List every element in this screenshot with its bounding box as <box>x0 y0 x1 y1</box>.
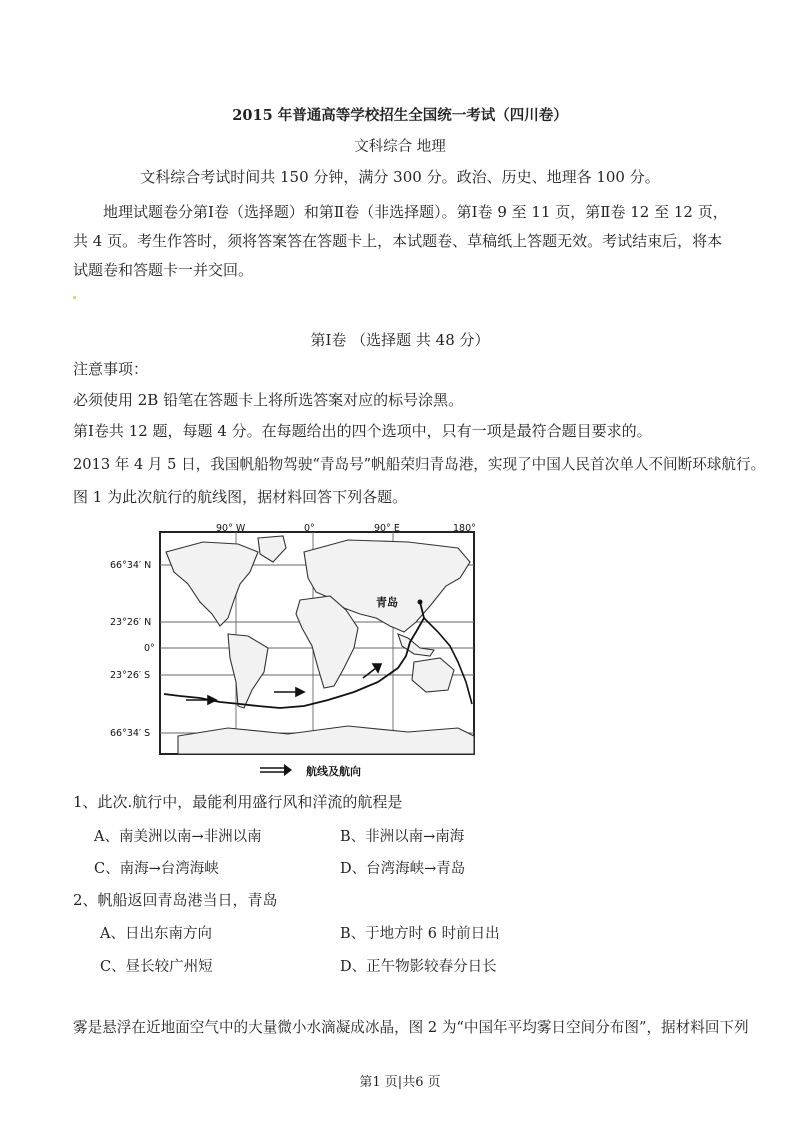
question-1-option-c: C、南海→台湾海峡 <box>94 861 219 877</box>
qingdao-marker <box>418 600 423 605</box>
exam-instructions: 地理试题卷分第Ⅰ卷（选择题）和第Ⅱ卷（非选择题）。第Ⅰ卷 9 至 11 页，第Ⅱ卷 12 至 12 页，共 4 页。考生作答时，须将答案答在答题卡上，本试题卷、草稿纸上答题无效。考试结束后，将本试题卷和答题卡一并交回。 <box>73 203 728 279</box>
question-1-option-d: D、台湾海峡→青岛 <box>340 861 466 877</box>
page-footer: 第1 页|共6 页 <box>359 1075 441 1090</box>
lat-label-0: 0° <box>144 643 155 654</box>
stray-mark <box>73 296 76 299</box>
lon-label-90e: 90° E <box>374 523 400 534</box>
question-2-option-b: B、于地方时 6 时前日出 <box>340 926 500 942</box>
question-1-option-a: A、南美洲以南→非洲以南 <box>94 829 262 845</box>
qingdao-label: 青岛 <box>376 596 398 609</box>
notes-title: 注意事项： <box>73 360 149 378</box>
lon-label-0: 0° <box>304 523 315 534</box>
exam-title: 2015 年普通高等学校招生全国统一考试（四川卷） <box>232 107 568 124</box>
route-map-figure <box>108 522 488 784</box>
exam-subtitle: 文科综合 地理 <box>354 139 446 155</box>
material-3: 雾是悬浮在近地面空气中的大量微小水滴凝成冰晶，图 2 为“中国年平均雾日空间分布图”，据材料回下列 <box>73 1019 749 1036</box>
exam-time-info: 文科综合考试时间共 150 分钟，满分 300 分。政治、历史、地理各 100 分。 <box>140 168 660 186</box>
material-1: 2013 年 4 月 5 日，我国帆船物驾驶“青岛号”帆船荣归青岛港，实现了中国人民首次单人不间断环球航行。 <box>73 456 766 473</box>
antarctica <box>178 726 474 754</box>
map-legend <box>260 764 361 778</box>
lat-label-23n: 23°26′ N <box>110 617 152 628</box>
question-2-option-a: A、日出东南方向 <box>100 926 212 942</box>
legend-label: 航线及航向 <box>306 765 361 778</box>
question-1-option-b: B、非洲以南→南海 <box>340 829 465 845</box>
question-2-stem: 2、帆船返回青岛港当日，青岛 <box>73 891 278 909</box>
lat-label-66s: 66°34′ S <box>110 728 151 739</box>
lat-label-66n: 66°34′ N <box>110 560 152 571</box>
question-2-option-c: C、昼长较广州短 <box>100 959 213 975</box>
question-2-option-d: D、正午物影较春分日长 <box>340 959 497 975</box>
lon-label-90w: 90° W <box>216 523 246 534</box>
note-1: 必须使用 2B 铅笔在答题卡上将所选答案对应的标号涂黑。 <box>73 391 464 409</box>
lat-label-23s: 23°26′ S <box>110 670 151 681</box>
section-heading: 第Ⅰ卷 （选择题 共 48 分） <box>310 331 490 349</box>
material-2: 图 1 为此次航行的航线图，据材料回答下列各题。 <box>73 488 408 506</box>
note-2: 第Ⅰ卷共 12 题，每题 4 分。在每题给出的四个选项中，只有一项是最符合题目要求的。 <box>73 422 652 440</box>
question-1-stem: 1、此次.航行中，最能利用盛行风和洋流的航程是 <box>73 793 403 811</box>
lon-label-180: 180° <box>453 523 476 534</box>
